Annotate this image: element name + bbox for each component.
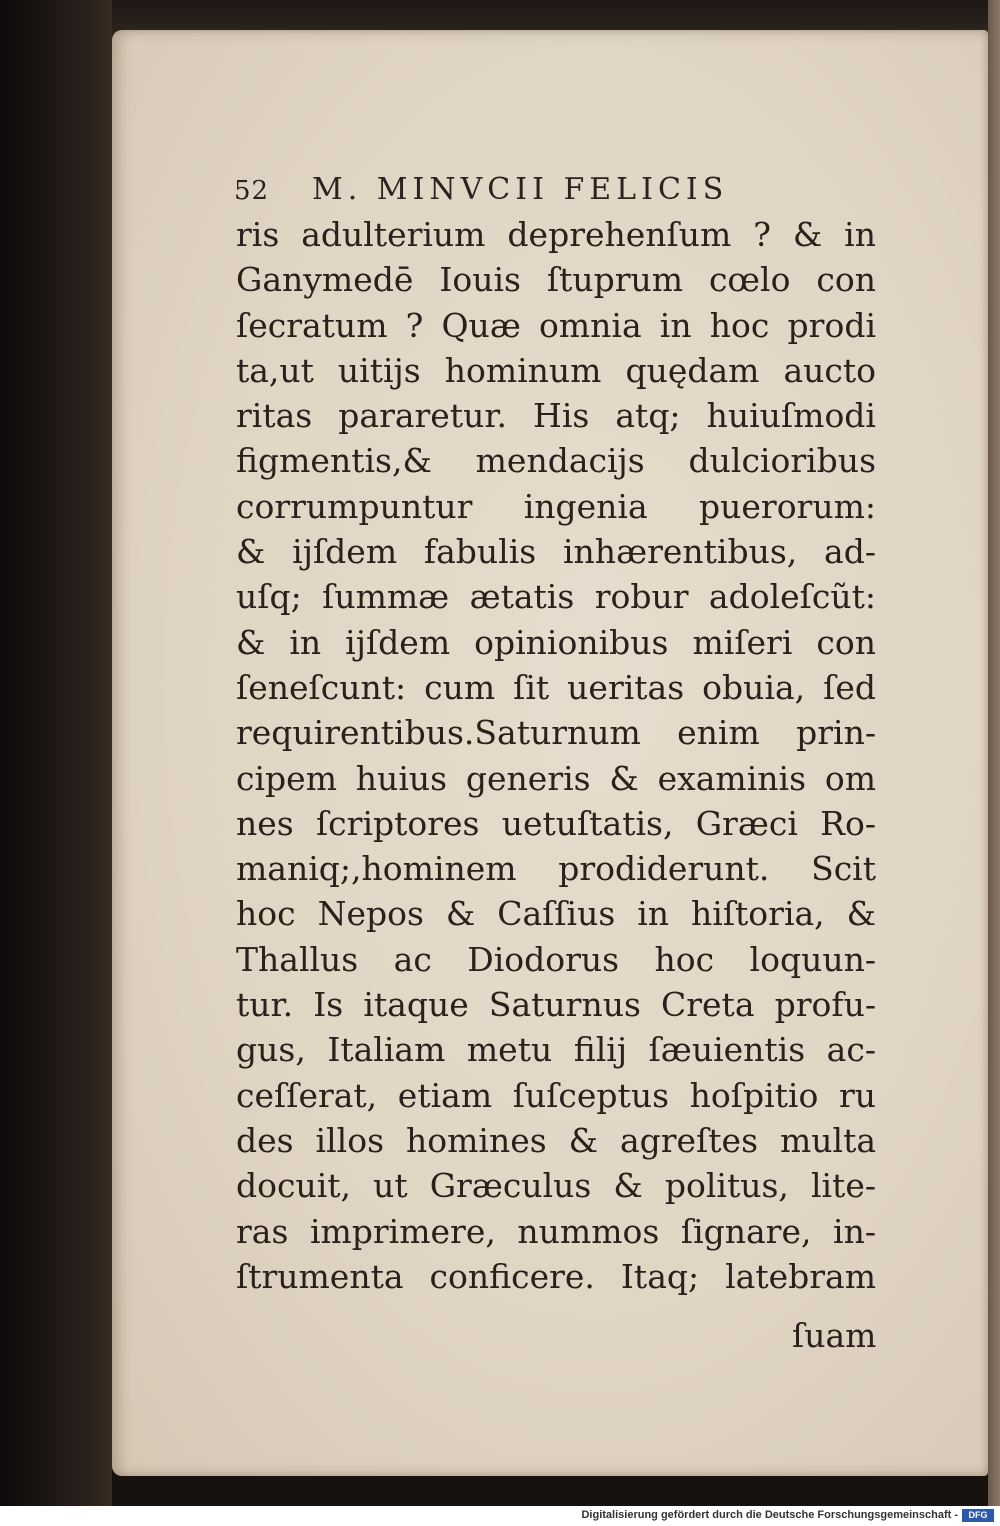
text-line: uſq; ſummæ ætatis robur adoleſcũt: bbox=[236, 577, 876, 617]
text-line: ris adulterium deprehenſum ? & in bbox=[236, 215, 876, 254]
text-line: maniq;,hominem prodiderunt. Scit bbox=[236, 849, 876, 889]
text-line: ſtrumenta conficere. Itaq; latebram bbox=[236, 1256, 876, 1296]
text-line: cipem huius generis & examinis om bbox=[236, 758, 876, 798]
text-line: ras imprimere, nummos ſignare, in- bbox=[236, 1211, 876, 1251]
body-text bbox=[236, 212, 876, 1299]
text-line: ſeneſcunt: cum ſit ueritas obuia, ſed bbox=[236, 667, 876, 707]
text-line: Ganymedē Iouis ſtuprum cœlo con bbox=[236, 260, 876, 300]
book-cover-edge-right bbox=[988, 0, 1000, 1506]
text-line: tur. Is itaque Saturnus Creta profu- bbox=[236, 985, 876, 1025]
digitization-credit-bar bbox=[0, 1506, 1000, 1526]
text-line: requirentibus.Saturnum enim prin- bbox=[236, 713, 876, 753]
text-line: nes ſcriptores uetuſtatis, Græci Ro- bbox=[236, 803, 876, 843]
book-spine bbox=[0, 0, 112, 1506]
text-line: & ijſdem fabulis inhærentibus, ad- bbox=[236, 532, 876, 572]
dfg-logo: DFG bbox=[962, 1509, 994, 1522]
text-line: ritas pararetur. His atq; huiuſmodi bbox=[236, 396, 876, 436]
text-line: ceſſerat, etiam ſuſceptus hoſpitio ru bbox=[236, 1075, 876, 1115]
text-line: corrumpuntur ingenia puerorum: bbox=[236, 486, 876, 526]
text-line: hoc Nepos & Caſſius in hiſtoria, & bbox=[236, 894, 876, 934]
text-line: des illos homines & agreſtes multa bbox=[236, 1120, 876, 1160]
text-line: gus, Italiam metu filij ſæuientis ac- bbox=[236, 1030, 876, 1070]
book-cover-edge-top bbox=[112, 0, 1000, 34]
text-line: ta,ut uitijs hominum quędam aucto bbox=[236, 350, 876, 390]
catchword: ſuam bbox=[792, 1316, 877, 1355]
text-line: docuit, ut Græculus & politus, lite- bbox=[236, 1166, 876, 1206]
text-line: figmentis,& mendacijs dulcioribus bbox=[236, 441, 876, 481]
text-line: & in ijſdem opinionibus miſeri con bbox=[236, 622, 876, 662]
text-line: ſecratum ? Quæ omnia in hoc prodi bbox=[236, 305, 876, 345]
text-line: Thallus ac Diodorus hoc loquun- bbox=[236, 939, 876, 979]
page-number: 52 bbox=[234, 176, 270, 206]
page-header bbox=[234, 170, 794, 210]
funding-credit: Digitalisierung gefördert durch die Deutsche Forschungsgemeinschaft - bbox=[581, 1509, 958, 1521]
running-title: M. MINVCII FELICIS bbox=[312, 172, 729, 207]
